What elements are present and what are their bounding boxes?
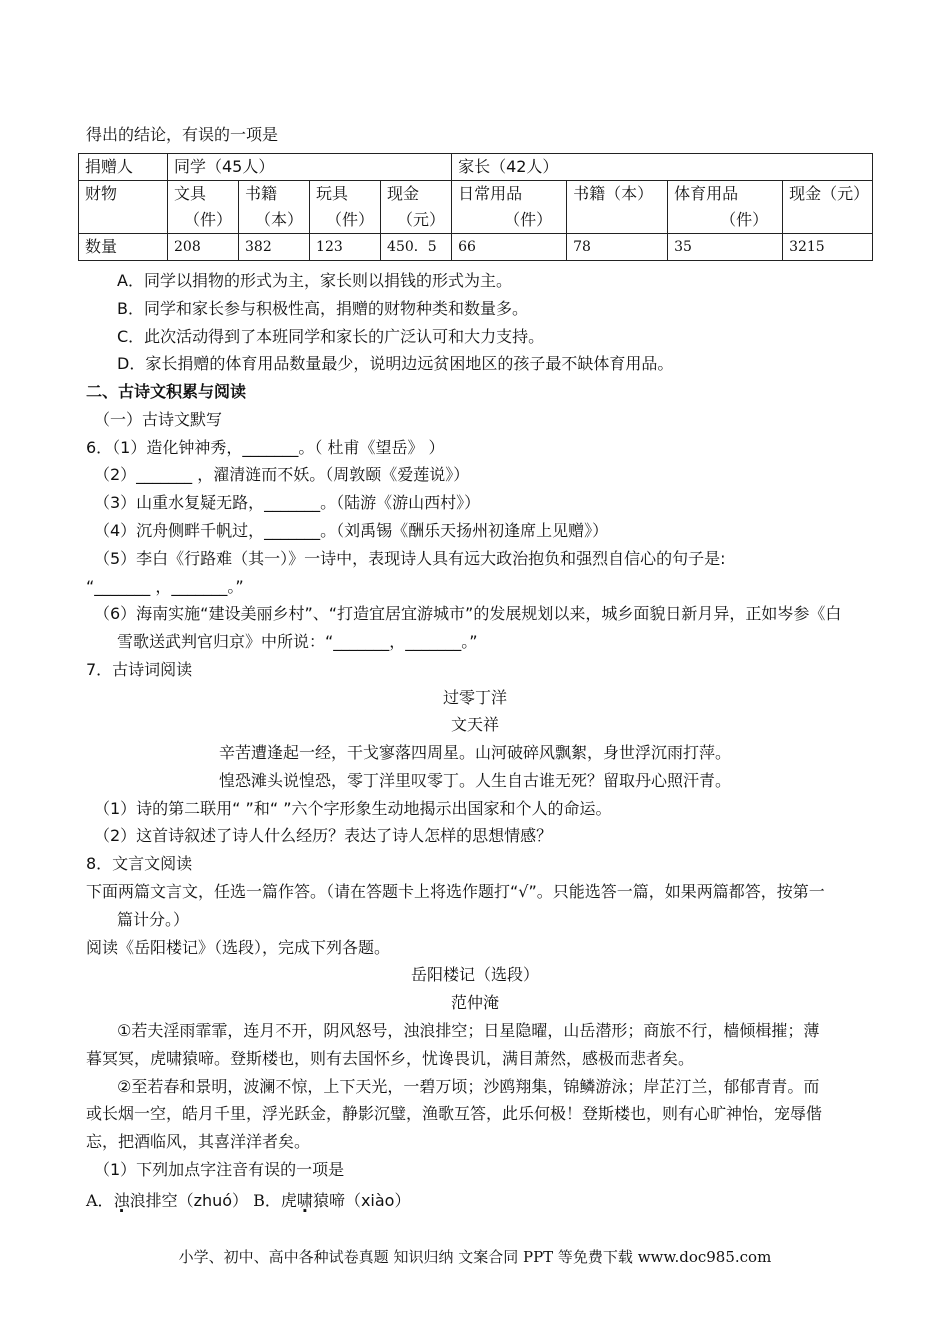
option-a: A．同学以捐物的形式为主，家长则以捐钱的形式为主。 [117,271,512,290]
q6-line-5: （5）李白《行路难（其一）》一诗中，表现诗人具有远大政治抱负和强烈自信心的句子是: [94,549,726,568]
dotted-char: 浊 [113,1191,130,1210]
option-label: A． [86,1191,114,1210]
q8-title: 8．文言文阅读 [86,854,193,873]
table-cell: 78 [567,234,668,261]
paragraph-1: ①若夫淫雨霏霏，连月不开，阴风怒号，浊浪排空；日星隐曜，山岳潜形；商旅不行，樯倾楫摧；薄 [117,1021,820,1040]
q8-instruction: 下面两篇文言文，任选一篇作答。（请在答题卡上将选作题打“√”。只能选答一篇，如果两篇都答，按第一 [86,882,825,901]
q6-line-2: （2）_______ ，濯清涟而不妖。（周敦颐《爱莲说》） [94,465,470,484]
table-cell: 现金（元） [783,181,873,234]
option-c: C．此次活动得到了本班同学和家长的广泛认可和大力支持。 [117,327,545,346]
table-cell: 450．5 [381,234,452,261]
table-cell: 123 [310,234,381,261]
poem-line-2: 惶恐滩头说惶恐，零丁洋里叹零丁。人生自古谁无死？留取丹心照汗青。 [218,771,731,790]
table-cell: 书籍（本） [567,181,668,234]
table-row [79,154,873,181]
qty-label-cell: 数量 [79,234,168,261]
parents-header-cell: 家长（42人） [452,154,873,181]
q6-line-3: （3）山重水复疑无路，_______。（陆游《游山西村》） [94,493,481,512]
q6-line-6: （6）海南实施“建设美丽乡村”、“打造宜居宜游城市”的发展规划以来，城乡面貌日新月异，正如岑参《白 [94,604,842,623]
table-cell: 书籍 （本） [239,181,310,234]
q8-instruction-cont: 篇计分。） [117,910,190,929]
table-cell: 体育用品 （件） [668,181,783,234]
donation-table [78,153,873,261]
q7-subquestion-1: （1）诗的第二联用“ ”和“ ”六个字形象生动地揭示出国家和个人的命运。 [94,799,612,818]
option-b: B．同学和家长参与积极性高，捐赠的财物种类和数量多。 [117,299,528,318]
paragraph-2: ②至若春和景明，波澜不惊，上下天光，一碧万顷；沙鸥翔集，锦鳞游泳；岸芷汀兰，郁郁青青。而 [117,1077,820,1096]
table-cell: 3215 [783,234,873,261]
dotted-char: 啸 [296,1191,313,1210]
text-author: 范仲淹 [450,993,499,1012]
option-text: 猿啼（xiào） [312,1191,411,1210]
q6-line-4: （4）沉舟侧畔千帆过，_______。（刘禹锡《酬乐天扬州初逢席上见赠》） [94,521,609,540]
q7-title: 7．古诗词阅读 [86,660,193,679]
table-row [79,181,873,234]
table-cell: 382 [239,234,310,261]
paragraph-2-cont: 或长烟一空，皓月千里，浮光跃金，静影沉璧，渔歌互答，此乐何极！登斯楼也，则有心旷神怡，宠辱偕 [86,1104,823,1123]
table-cell: 玩具 （件） [310,181,381,234]
paragraph-1-cont: 暮冥冥，虎啸猿啼。登斯楼也，则有去国怀乡，忧谗畏讥，满目萧然，感极而悲者矣。 [86,1049,695,1068]
q7-subquestion-2: （2）这首诗叙述了诗人什么经历？表达了诗人怎样的思想情感？ [94,826,553,845]
students-header-cell: 同学（45人） [168,154,452,181]
q8-subquestion-1: （1）下列加点字注音有误的一项是 [94,1160,345,1179]
q8-read-prompt: 阅读《岳阳楼记》（选段），完成下列各题。 [86,938,391,957]
donor-label-cell: 捐赠人 [79,154,168,181]
option-label: B．虎 [253,1191,297,1210]
table-cell: 日常用品 （件） [452,181,567,234]
paragraph-2-end: 忘，把酒临风，其喜洋洋者矣。 [86,1132,311,1151]
section-title: 二、古诗文积累与阅读 [86,382,247,401]
poem-line-1: 辛苦遭逢起一经，干戈寥落四周星。山河破碎风飘絮，身世浮沉雨打萍。 [218,743,731,762]
item-label-cell: 财物 [79,181,168,234]
poem-title: 过零丁洋 [442,688,507,707]
option-text: 浪排空（zhuó） [129,1191,249,1210]
q6-line-5-blanks: “_______ ，_______。” [86,577,244,596]
q8-options [86,1190,410,1212]
subsection-title: （一）古诗文默写 [94,410,223,429]
table-cell: 208 [168,234,239,261]
text-title: 岳阳楼记（选段） [410,965,539,984]
table-cell: 35 [668,234,783,261]
table-row [79,234,873,261]
table-cell: 文具 （件） [168,181,239,234]
page-footer: 小学、初中、高中各种试卷真题 知识归纳 文案合同 PPT 等免费下载 www.doc985.com [178,1248,772,1266]
poem-author: 文天祥 [450,715,499,734]
table-cell: 现金 （元） [381,181,452,234]
q6-line-1: 6．（1）造化钟神秀，_______。（ 杜甫《望岳》 ） [86,438,445,457]
table-cell: 66 [452,234,567,261]
option-d: D．家长捐赠的体育用品数量最少，说明边远贫困地区的孩子最不缺体育用品。 [117,354,674,373]
question-intro: 得出的结论，有误的一项是 [86,125,279,144]
q6-line-6-cont: 雪歌送武判官归京》中所说：“_______，_______。” [117,632,478,651]
